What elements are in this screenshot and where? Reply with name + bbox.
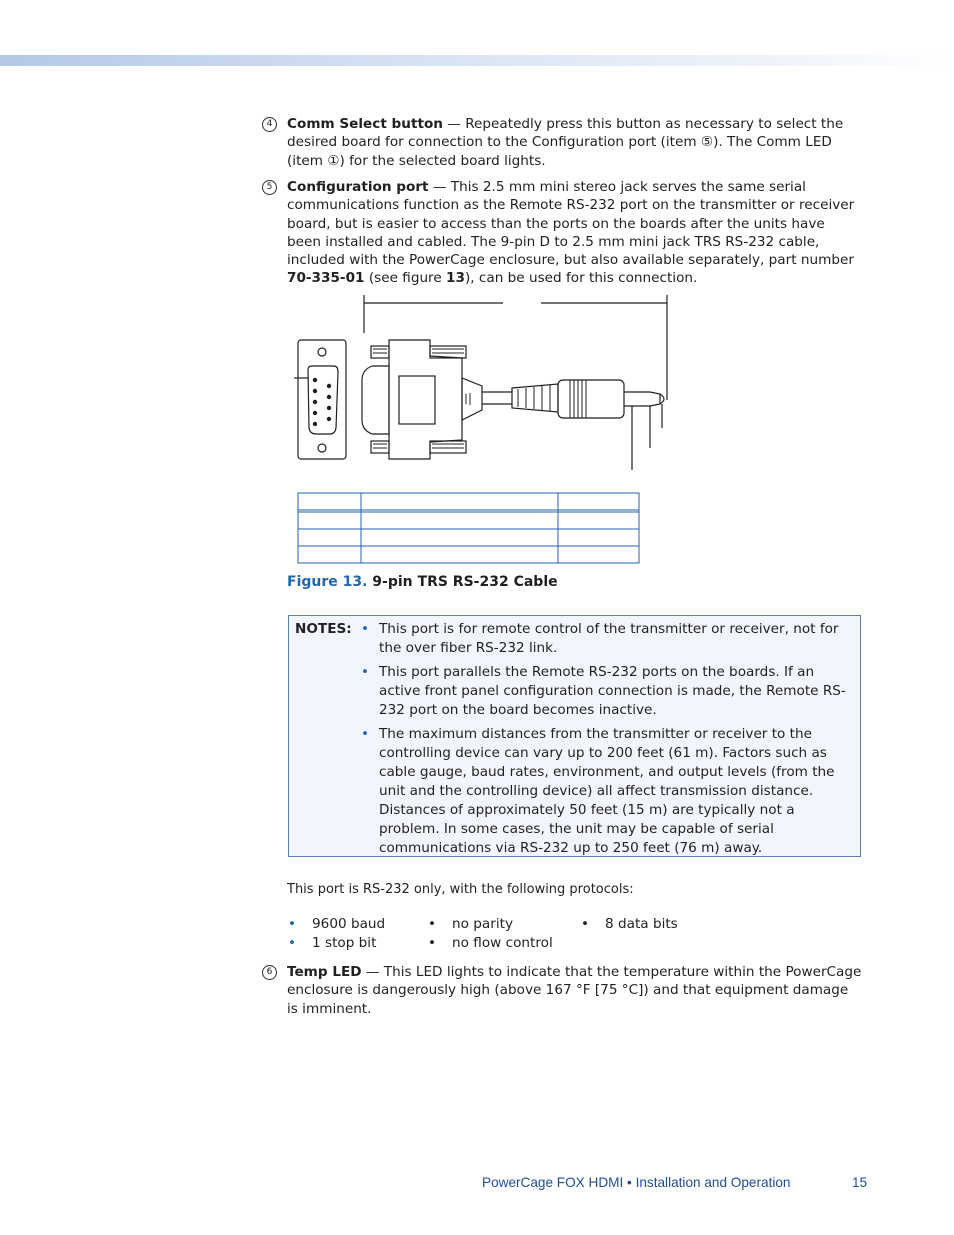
note-text: This port parallels the Remote RS-232 ports on the boards. If an active front panel configuration connection is made, the Remote RS-232 port on the board becomes inactive. [379,664,846,718]
item-6-title: Temp LED [287,964,362,980]
item-6 [262,963,862,1018]
notes-box [288,615,861,857]
protocol-text: no parity [452,916,513,932]
bullet-icon: • [288,916,297,932]
item-4-title: Comm Select button [287,116,443,132]
item-number-badge: 6 [262,965,277,980]
item-6-body: — This LED lights to indicate that the temperature within the PowerCage enclosure is dangerously high (above 167 °F [75 °C]) and that equipment damage is imminent. [287,964,862,1017]
item-6-text [287,963,862,1018]
db9-hood [389,340,462,459]
note-item [361,725,853,858]
figure-caption [287,574,558,590]
strain-relief-trs [512,384,558,412]
figure-label: Figure 13. [287,574,368,590]
protocol-item [428,935,553,951]
protocol-item [288,916,385,932]
note-item [361,620,853,658]
db9-pins [313,378,331,426]
pinout-table [298,493,639,563]
thumbscrew-top-left [371,346,389,358]
note-text: This port is for remote control of the transmitter or receiver, not for the over fiber RS-232 link. [379,621,839,656]
protocol-item [581,916,678,932]
bullet-icon: • [428,916,437,932]
item-number-badge: 4 [262,117,277,132]
protocol-intro: This port is RS-232 only, with the following protocols: [287,882,634,897]
bullet-icon: • [361,664,370,680]
thumbscrew-bottom-left [371,441,389,453]
db9-screw-top [318,348,326,356]
bullet-icon: • [361,621,370,637]
db9-shell [308,366,338,434]
strain-relief-db9 [462,378,482,420]
footer-title: PowerCage FOX HDMI • Installation and Operation [482,1175,791,1190]
figure-title: 9-pin TRS RS-232 Cable [367,574,558,590]
thumbscrew-bottom-right [430,441,466,453]
notes-label: NOTES: [295,621,352,637]
item-5-body-c: ), can be used for this connection. [464,270,698,287]
page-number: 15 [852,1175,868,1190]
bullet-icon: • [581,916,590,932]
protocol-text: 8 data bits [605,916,678,932]
figure-ref: 13 [446,270,465,287]
protocol-text: 9600 baud [312,916,386,932]
item-4-body: — Repeatedly press this button as necessary to select the desired board for connection to the Configuration port (item ⑤). The Comm LED (item ①) for the selected board lights. [287,116,844,169]
part-number: 70-335-01 [287,270,365,287]
bullet-icon: • [428,935,437,951]
db9-label-area [399,376,435,424]
protocol-text: no flow control [452,935,553,951]
db9-screw-bottom [318,444,326,452]
item-5-title: Configuration port [287,179,429,195]
item-5-body-a: — This 2.5 mm mini stereo jack serves the same serial communications function as the Remote RS-232 port on the transmitter or receiver board, but is easier to access than the ports on the boards after the units have been installed and cabled. The 9-pin D to 2.5 mm mini jack TRS RS-232 cable, included with the PowerCage enclosure, but also available separately, part number [287,179,855,269]
trs-ring [650,392,660,406]
db9-plug [362,366,389,434]
trs-body [558,380,624,418]
db9-face [298,340,346,459]
note-item [361,663,853,720]
item-5-body-b: (see figure [364,270,447,287]
protocol-item [288,935,376,951]
note-text: The maximum distances from the transmitter or receiver to the controlling device can vary up to 200 feet (61 m). Factors such as cable gauge, baud rates, environment, and output levels (from the unit and the controlling device) all affect transmission distance. Distances of approximately 50 feet (15 m) are typically not a problem. In some cases, the unit may be capable of serial communications via RS-232 up to 250 feet (76 m) away. [379,726,835,856]
bullet-icon: • [361,726,370,742]
protocol-text: 1 stop bit [312,935,377,951]
protocol-item [428,916,513,932]
item-number-badge: 5 [262,180,277,195]
bullet-icon: • [288,935,297,951]
